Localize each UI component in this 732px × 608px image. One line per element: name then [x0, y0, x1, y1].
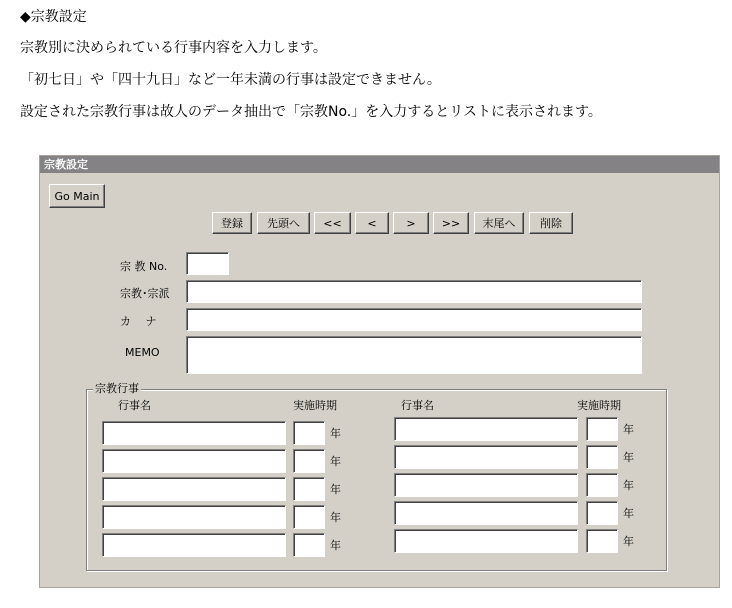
window-title: 宗教設定: [44, 158, 88, 171]
next-record-button[interactable]: >: [393, 212, 429, 234]
event-name-input-left-5[interactable]: [102, 533, 286, 557]
first-record-button[interactable]: 先頭へ: [257, 212, 310, 234]
event-name-header-right: 行事名: [401, 399, 434, 412]
prev-record-button[interactable]: <: [355, 212, 389, 234]
year-unit-label-left-3: 年: [330, 483, 341, 496]
last-record-button[interactable]: 末尾へ: [474, 212, 524, 234]
event-name-input-left-2[interactable]: [102, 449, 286, 473]
memo-textarea[interactable]: [186, 336, 642, 374]
event-timing-input-right-1[interactable]: [586, 417, 618, 441]
event-timing-input-left-3[interactable]: [293, 477, 325, 501]
kana-input[interactable]: [186, 308, 642, 331]
event-timing-input-right-3[interactable]: [586, 473, 618, 497]
year-unit-label-left-5: 年: [330, 539, 341, 552]
event-name-input-right-2[interactable]: [394, 445, 578, 469]
event-timing-input-right-4[interactable]: [586, 501, 618, 525]
event-name-input-right-5[interactable]: [394, 529, 578, 553]
event-name-input-left-4[interactable]: [102, 505, 286, 529]
events-group-title: 宗教行事: [95, 382, 139, 395]
event-timing-input-left-5[interactable]: [293, 533, 325, 557]
event-name-input-left-1[interactable]: [102, 421, 286, 445]
religious-events-group: [86, 382, 667, 571]
doc-line-2: 「初七日」や「四十九日」など一年未満の行事は設定できません。: [20, 72, 441, 88]
go-main-button[interactable]: Go Main: [49, 184, 105, 208]
event-name-input-right-1[interactable]: [394, 417, 578, 441]
event-timing-input-right-2[interactable]: [586, 445, 618, 469]
year-unit-label-right-5: 年: [623, 535, 634, 548]
year-unit-label-left-1: 年: [330, 427, 341, 440]
year-unit-label-left-2: 年: [330, 455, 341, 468]
event-name-input-right-4[interactable]: [394, 501, 578, 525]
doc-line-3: 設定された宗教行事は故人のデータ抽出で「宗教No.」を入力するとリストに表示されます。: [20, 104, 602, 120]
prev-page-button[interactable]: <<: [314, 212, 351, 234]
event-name-input-left-3[interactable]: [102, 477, 286, 501]
register-button[interactable]: 登録: [212, 212, 252, 234]
timing-header-left: 実施時期: [293, 399, 337, 412]
religion-settings-window: [39, 155, 720, 588]
event-timing-input-left-1[interactable]: [293, 421, 325, 445]
timing-header-right: 実施時期: [577, 399, 621, 412]
event-timing-input-right-5[interactable]: [586, 529, 618, 553]
year-unit-label-right-4: 年: [623, 507, 634, 520]
sect-label: 宗教･宗派: [120, 287, 170, 300]
kana-label: カ ナ: [120, 315, 157, 328]
doc-heading: ◆宗教設定: [20, 9, 87, 25]
doc-line-1: 宗教別に決められている行事内容を入力します。: [20, 40, 327, 56]
year-unit-label-right-2: 年: [623, 451, 634, 464]
next-page-button[interactable]: >>: [433, 212, 469, 234]
year-unit-label-left-4: 年: [330, 511, 341, 524]
window-titlebar: [40, 156, 719, 173]
religion-no-label: 宗 教 No.: [120, 260, 168, 273]
sect-input[interactable]: [186, 280, 642, 303]
year-unit-label-right-3: 年: [623, 479, 634, 492]
event-name-header-left: 行事名: [118, 399, 151, 412]
delete-button[interactable]: 削除: [529, 212, 573, 234]
memo-label: MEMO: [125, 346, 160, 359]
event-timing-input-left-2[interactable]: [293, 449, 325, 473]
religion-no-input[interactable]: [186, 252, 229, 275]
event-timing-input-left-4[interactable]: [293, 505, 325, 529]
event-name-input-right-3[interactable]: [394, 473, 578, 497]
year-unit-label-right-1: 年: [623, 423, 634, 436]
